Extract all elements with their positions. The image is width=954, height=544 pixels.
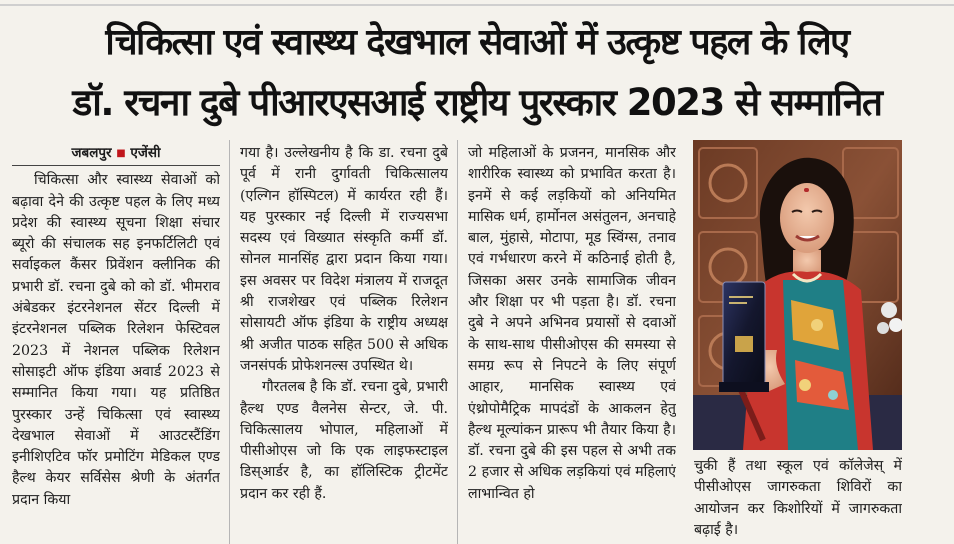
column-divider xyxy=(229,140,230,544)
paragraph: जो महिलाओं के प्रजनन, मानसिक और शारीरिक स्वास्थ्य को प्रभावित करता है। इनमें से कई लड़कियों को अनियमित मासिक धर्म, हार्मोनल असंतुलन, अनचाहे बाल, मुंहासे, मोटापा, मूड स्विंग्स, तनाव एवं गर्भधारण करने में कठिनाई होती है, जिसका असर उनके सामाजिक जीवन और शिक्षा पर भी पड़ता है। डॉ. रचना दुबे ने अपने अभिनव प्रयासों से दवाओं के साथ-साथ पीसीओएस की समस्या से समग्र रूप से निपटने के लिए संपूर्ण आहार, मानसिक स्वास्थ्य एवं एंथ्रोपोमैट्रिक मापदंडों के आकलन हेतु हैल्थ मूल्यांकन प्रारूप भी तैयार किया है। डॉ. रचना दुबे की इस पहल से अभी तक 2 हजार से अधिक लड़कियां एवं महिलाएं लाभान्वित हो xyxy=(468,145,676,502)
headline-line-2: डॉ. रचना दुबे पीआरएसआई राष्ट्रीय पुरस्कार 2023 से सम्मानित xyxy=(72,81,882,124)
byline xyxy=(12,143,220,166)
column-divider xyxy=(457,140,458,544)
square-bullet-icon: ■ xyxy=(116,148,126,159)
byline-agency: एजेंसी xyxy=(130,145,161,161)
paragraph: गया है। उल्लेखनीय है कि डा. रचना दुबे पूर्व में रानी दुर्गावती चिकित्सालय (एल्गिन हॉस्पिटल) में कार्यरत रही हैं। यह पुरस्कार नई दिल्ली में राज्यसभा सदस्य एवं विख्यात संस्कृति कर्मी डॉ. सोनल मानसिंह द्वारा प्रदान किया गया। इस अवसर पर विदेश मंत्रालय में राजदूत श्री राजशेखर एवं पब्लिक रिलेशन सोसायटी ऑफ इंडिया के राष्ट्रीय अध्यक्ष श्री अजीत पाठक सहित 500 से अधिक जनसंपर्क प्रोफेशनल्स उपस्थित थे। xyxy=(240,145,448,374)
headline-line-1: चिकित्सा एवं स्वास्थ्य देखभाल सेवाओं में उत्कृष्ट पहल के लिए xyxy=(105,22,849,63)
byline-place: जबलपुर xyxy=(71,145,112,161)
article-column-2 xyxy=(240,143,448,544)
top-rule xyxy=(0,4,954,6)
award-photo xyxy=(693,140,902,450)
paragraph: गौरतलब है कि डॉ. रचना दुबे, प्रभारी हैल्थ एण्ड वैलनेस सेन्टर, जे. पी. चिकित्सालय भोपाल, महिलाओं में पीसीओएस जो कि एक लाइफस्टाइल डिस्आर्डर है, का हॉलिस्टिक ट्रीटमेंट प्रदान कर रही हैं. xyxy=(240,379,448,502)
article-column-1 xyxy=(12,143,220,544)
paragraph: चुकी हैं तथा स्कूल एवं कॉलेजेस् में पीसीओएस जागरुकता शिविरों का आयोजन कर किशोरियों में जागरुकता बढ़ाई है। xyxy=(694,458,902,538)
paragraph: चिकित्सा और स्वास्थ्य सेवाओं को बढ़ावा देने की उत्कृष्ट पहल के लिए मध्य प्रदेश की स्वास्थ्य सूचना शिक्षा संचार ब्यूरो की संचालक सह इनफर्टिलिटी एवं सर्वाइकल कैंसर प्रिवेंशन क्लीनिक की प्रभारी डॉ. रचना दुबे को को डॉ. भीमराव अंबेडकर इंटरनेशनल सेंटर दिल्ली में इंटरनेशनल पब्लिक रिलेशन फेस्टिवल 2023 में नेशनल पब्लिक रिलेशन सोसाइटी ऑफ इंडिया अवार्ड 2023 से सम्मानित किया गया। यह प्रतिष्ठित पुरस्कार उन्हें चिकित्सा एवं स्वास्थ्य देखभाल सेवाओं में आउटस्टैंडिंग इनीशिएटिव फॉर प्रमोटिंग मेडिकल एण्ड हैल्थ केयर सर्विसेस श्रेणी के अंतर्गत प्रदान किया xyxy=(12,172,220,508)
article-column-4 xyxy=(694,456,902,544)
article-column-3 xyxy=(468,143,676,544)
